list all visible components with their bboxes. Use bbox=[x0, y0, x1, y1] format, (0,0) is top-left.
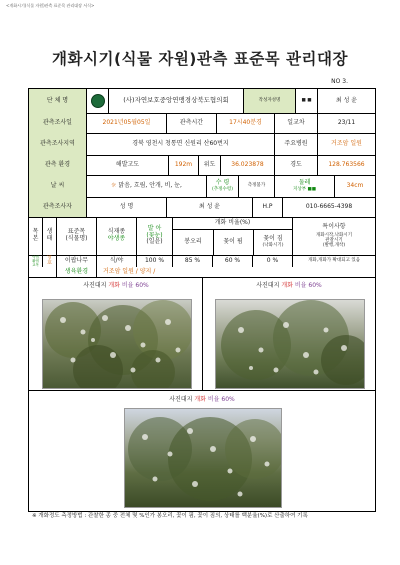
fall-sub-text: (낙화시기) bbox=[262, 242, 284, 248]
girth-sub-text: 지상부 ■■ bbox=[293, 186, 316, 192]
photo3-caption-b: 개화 bbox=[194, 396, 206, 403]
col-type-header: 목 본 bbox=[29, 217, 43, 255]
area-value: 경북 영천시 청통면 신원리 산60번지 bbox=[87, 133, 275, 155]
weather-options-text: 맑음, 흐림, 안개, 비, 눈, bbox=[118, 181, 182, 189]
temp-label: 일교차 bbox=[275, 113, 318, 133]
phone-value: 010-6665-4398 bbox=[305, 202, 353, 210]
obs-header-row bbox=[29, 217, 375, 256]
age-sub-text: (추정수령) bbox=[212, 186, 233, 192]
photo3-caption bbox=[127, 394, 277, 403]
tree-3-image bbox=[125, 409, 281, 507]
weather-options bbox=[87, 175, 207, 197]
photo1-caption bbox=[41, 280, 191, 289]
fall-value: 0 % bbox=[253, 255, 293, 267]
photo1-caption-a: 사진대지 bbox=[83, 282, 107, 289]
photo-area bbox=[29, 277, 375, 511]
col-planting-header bbox=[97, 217, 137, 255]
phone-label: H.P bbox=[253, 197, 283, 217]
fall-text: 꽃이 짐 bbox=[263, 234, 283, 242]
bud-value: 85 % bbox=[173, 255, 213, 267]
page-title: 개화시기(식물 자원)관측 표준목 관리대장 bbox=[52, 50, 348, 68]
writer-name: 최 성 윤 bbox=[335, 96, 358, 104]
env-value: 거조암 일원 bbox=[331, 139, 362, 147]
photo2-caption-a: 사진대지 bbox=[256, 282, 280, 289]
age-label bbox=[207, 175, 239, 197]
girth-label bbox=[275, 175, 335, 197]
eco-value: 양 호 bbox=[43, 255, 57, 267]
photo-divider-horizontal bbox=[29, 390, 375, 391]
germ-text: 발 아 (꽃눈) bbox=[146, 224, 163, 239]
wild-text: 야생종 bbox=[107, 235, 126, 242]
photo3-caption-a: 사진대지 bbox=[169, 396, 193, 403]
tree-2-image bbox=[216, 300, 364, 388]
env-label: 주요병원 bbox=[275, 133, 318, 155]
observer-name: 최 성 윤 bbox=[167, 197, 253, 217]
note-sub2: (발행,개착) bbox=[322, 243, 346, 249]
weather-label: 날 씨 bbox=[29, 175, 87, 197]
env-measure-label: 관측 환경 bbox=[29, 155, 87, 175]
header-note: <개화시기(식물 자원)관측 표준목 관리대장 서식> bbox=[6, 3, 95, 8]
tree-1-image bbox=[43, 300, 191, 388]
observer-name-label: 성 명 bbox=[87, 197, 167, 217]
col-eco-header: 생 태 bbox=[43, 217, 57, 255]
photo2-caption bbox=[214, 280, 364, 289]
growth-env-value: 거조암 일원 / 양지 / bbox=[103, 267, 156, 275]
note-sub: 개화시작,낙화시기 관찰시기 bbox=[315, 232, 353, 243]
photo1-caption-b: 개화 bbox=[108, 282, 120, 289]
altitude-value: 192m bbox=[169, 155, 199, 175]
date-label: 관측조사일 bbox=[29, 113, 87, 133]
planted-text: 식재종 bbox=[107, 228, 126, 236]
germ-sub-text: (일윤) bbox=[146, 238, 163, 246]
date-value: 2021년05월05일 bbox=[87, 113, 167, 133]
observer-row bbox=[29, 197, 375, 218]
photo-divider-vertical bbox=[202, 277, 203, 390]
area-label: 관측조사지역 bbox=[29, 133, 87, 155]
photo-tree-2 bbox=[215, 299, 365, 389]
fall-header bbox=[253, 229, 293, 255]
photo-tree-3 bbox=[124, 408, 282, 508]
note-value: 개화,개화가 확대되고 있음 bbox=[307, 258, 361, 264]
photo2-caption-b: 개화 bbox=[281, 282, 293, 289]
obs-data-row bbox=[29, 255, 375, 267]
bloom-value: 60 % bbox=[213, 255, 253, 267]
col-germ-header bbox=[137, 217, 173, 255]
planting-value: 식/야 bbox=[97, 255, 137, 267]
org-label: 단 체 명 bbox=[29, 89, 87, 113]
record-number: NO 3. bbox=[331, 78, 348, 85]
girth-value: 34cm bbox=[346, 181, 364, 189]
col-species-header: 표준목 (식물명) bbox=[57, 217, 97, 255]
growth-env-label: 생육환경 bbox=[57, 267, 97, 277]
footnote: ※ 개화정도 측정방법 : 관찰한 종 중 전체 몇 %인가 봉오리, 꽃이 핌, 꽃이 짐의, 상태를 백분율(%)로 산출하여 기록 bbox=[32, 513, 308, 519]
col-flower-header bbox=[173, 217, 293, 255]
photo2-caption-c: 비율 60% bbox=[294, 282, 322, 289]
sun-icon: ☼ bbox=[111, 181, 117, 189]
latitude-value: 36.023878 bbox=[221, 155, 275, 175]
observer-label: 관측조사자 bbox=[29, 197, 87, 217]
area-row bbox=[29, 133, 375, 156]
weather-row bbox=[29, 175, 375, 198]
latitude-label: 위도 bbox=[199, 155, 221, 175]
longitude-label: 경도 bbox=[275, 155, 318, 175]
date-row bbox=[29, 113, 375, 134]
org-name: (사)자연보호중앙연맹경상북도협의회 bbox=[109, 89, 244, 113]
time-label: 관측시간 bbox=[167, 113, 217, 133]
flower-ratio-title: 개화 비율(%) bbox=[173, 217, 292, 230]
temp-value: 23/11 bbox=[337, 118, 356, 126]
bloom-header: 꽃이 핌 bbox=[213, 229, 254, 255]
bud-header: 봉오리 bbox=[173, 229, 214, 255]
writer-label: 작성자성명 bbox=[244, 89, 296, 113]
env-measure-row bbox=[29, 155, 375, 176]
tree-type: 낙엽 활엽 교목 bbox=[29, 255, 43, 267]
note-title: 특이사항 bbox=[322, 222, 346, 230]
age-label-text: 수 령 bbox=[215, 178, 230, 186]
germ-value: 100 % bbox=[137, 255, 173, 267]
photo-tree-1 bbox=[42, 299, 192, 389]
writer-label-2: ■ ■ bbox=[296, 89, 318, 113]
longitude-value: 128.763566 bbox=[328, 160, 365, 168]
org-logo bbox=[87, 89, 109, 113]
age-value: 측정불가 bbox=[239, 175, 275, 197]
col-note-header bbox=[293, 217, 375, 255]
photo3-caption-c: 비율 60% bbox=[207, 396, 235, 403]
growth-env-spacer bbox=[29, 267, 57, 277]
photo1-caption-c: 비율 60% bbox=[121, 282, 149, 289]
time-value: 17시40분경 bbox=[217, 113, 275, 133]
girth-label-text: 둘레 bbox=[298, 178, 311, 186]
management-form bbox=[28, 88, 376, 512]
altitude-label: 해발고도 bbox=[87, 155, 169, 175]
species-value: 이팝나무 bbox=[57, 255, 97, 267]
org-row bbox=[29, 89, 375, 114]
organization-logo-icon bbox=[91, 94, 105, 108]
